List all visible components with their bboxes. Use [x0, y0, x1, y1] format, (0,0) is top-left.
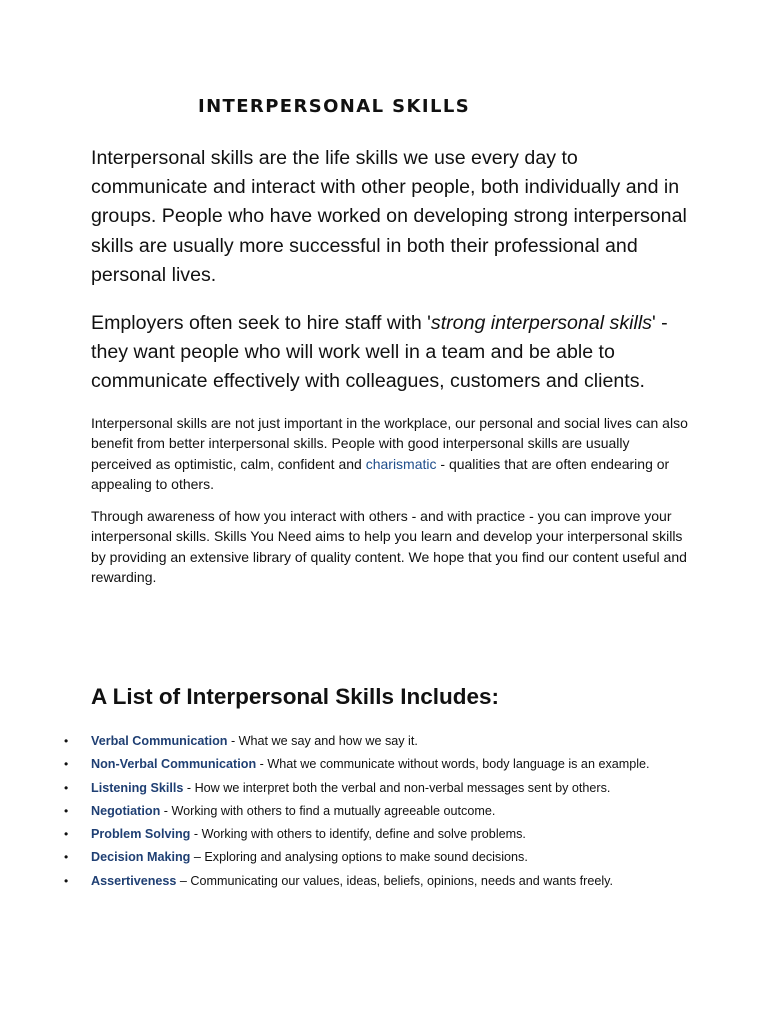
skills-list	[0, 731, 768, 894]
list-item	[0, 778, 768, 801]
emphasis-strong-interpersonal-skills: strong interpersonal skills	[430, 312, 652, 334]
benefits-paragraph	[91, 413, 691, 494]
list-item	[0, 731, 768, 754]
skill-entry	[91, 778, 610, 798]
employers-paragraph-text-end: ' - they want people who will work well in a team and be able to communicate effectively with colleagues, customers and clients.	[91, 312, 668, 393]
skill-description: – Communicating our values, ideas, beliefs, opinions, needs and wants freely.	[176, 873, 614, 888]
list-item	[0, 871, 768, 894]
skill-entry	[91, 824, 526, 844]
employers-paragraph	[91, 309, 691, 397]
skill-link-non-verbal-communication[interactable]: Non-Verbal Communication	[91, 757, 257, 772]
list-item	[0, 801, 768, 824]
skills-list-heading: A List of Interpersonal Skills Includes:	[91, 684, 499, 709]
skill-description: - Working with others to find a mutually agreeable outcome.	[160, 803, 496, 818]
bullet-icon: •	[64, 780, 69, 795]
skill-description: - Working with others to identify, define and solve problems.	[190, 827, 526, 842]
list-item	[0, 824, 768, 847]
bullet-icon: •	[64, 757, 69, 772]
skill-entry	[91, 847, 528, 867]
list-item	[0, 754, 768, 777]
charismatic-link[interactable]: charismatic	[365, 455, 437, 472]
bullet-icon: •	[64, 734, 69, 748]
skill-link-verbal-communication[interactable]: Verbal Communication	[91, 734, 228, 748]
list-item	[0, 847, 768, 870]
skill-description: - What we say and how we say it.	[227, 734, 418, 748]
skill-entry	[91, 731, 418, 751]
skill-link-assertiveness[interactable]: Assertiveness	[91, 873, 177, 888]
benefits-paragraph-text-start: Interpersonal skills are not just important in the workplace, our personal and social lives can also benefit from better interpersonal skills. People with good interpersonal skills are usually perceived as optimistic, calm, confident and	[91, 415, 688, 472]
bullet-icon: •	[64, 803, 69, 818]
employers-paragraph-text-start: Employers often seek to hire staff with '	[91, 312, 431, 334]
skill-description: - What we communicate without words, body language is an example.	[256, 757, 650, 772]
skill-entry	[91, 801, 495, 821]
skill-link-problem-solving[interactable]: Problem Solving	[91, 827, 191, 842]
skill-entry	[91, 871, 613, 891]
skill-link-decision-making[interactable]: Decision Making	[91, 850, 191, 865]
bullet-icon: •	[64, 827, 69, 842]
skill-link-negotiation[interactable]: Negotiation	[91, 803, 161, 818]
skill-description: - How we interpret both the verbal and non-verbal messages sent by others.	[183, 780, 611, 795]
skill-entry	[91, 754, 650, 774]
benefits-paragraph-text-end: - qualities that are often endearing or appealing to others.	[91, 455, 670, 492]
skill-link-listening-skills[interactable]: Listening Skills	[91, 780, 184, 795]
document-title: INTERPERSONAL SKILLS	[198, 96, 471, 117]
skill-description: – Exploring and analysing options to make sound decisions.	[190, 850, 528, 865]
bullet-icon: •	[64, 850, 69, 865]
awareness-paragraph: Through awareness of how you interact with others - and with practice - you can improve your interpersonal skills. Skills You Need aims to help you learn and develop your interpersonal skills by providing an extensive library of quality content. We hope that you find our content useful and rewarding.	[91, 508, 687, 585]
bullet-icon: •	[64, 873, 69, 888]
intro-paragraph: Interpersonal skills are the life skills we use every day to communicate and interact with other people, both individually and in groups. People who have worked on developing strong interpersonal skills are usually more successful in both their professional and personal lives.	[91, 147, 687, 286]
